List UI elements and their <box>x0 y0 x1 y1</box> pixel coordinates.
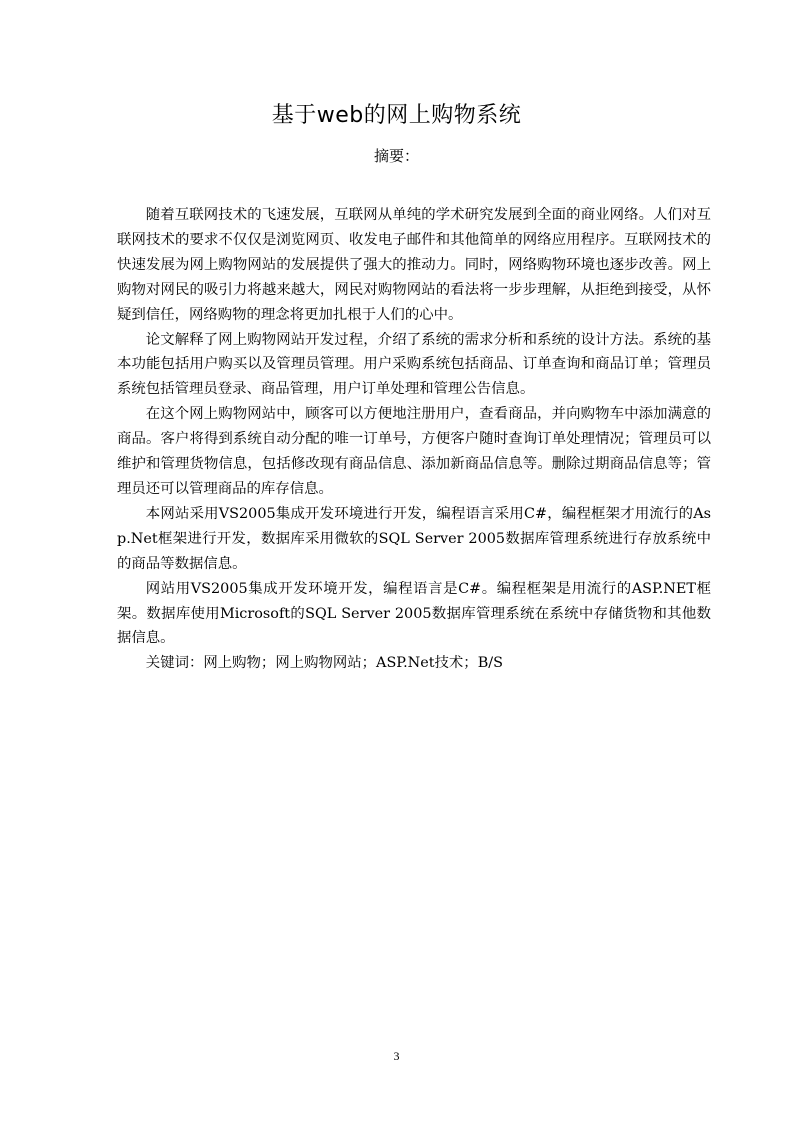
page-number: 3 <box>393 1049 400 1063</box>
abstract-paragraph-3: 在这个网上购物网站中，顾客可以方便地注册用户，查看商品，并向购物车中添加满意的商品。客户将得到系统自动分配的唯一订单号，方便客户随时查询订单处理情况；管理员可以维护和管理货物信息，包括修改现有商品信息、添加新商品信息等。删除过期商品信息等；管理员还可以管理商品的库存信息。 <box>117 406 711 497</box>
keywords-line: 关键词：网上购物；网上购物网站；ASP.Net技术；B/S <box>145 655 503 672</box>
abstract-paragraph-4: 本网站采用VS2005集成开发环境进行开发，编程语言采用C#，编程框架才用流行的Asp.Net框架进行开发，数据库采用微软的SQL Server 2005数据库管理系统进行存放系统中的商品等数据信息。 <box>117 505 711 572</box>
abstract-paragraph-5: 网站用VS2005集成开发环境开发，编程语言是C#。编程框架是用流行的ASP.NET框架。数据库使用Microsoft的SQL Server 2005数据库管理系统在系统中存储货物和其他数据信息。 <box>117 580 711 647</box>
abstract-heading: 摘要： <box>373 147 419 165</box>
abstract-paragraph-1: 随着互联网技术的飞速发展，互联网从单纯的学术研究发展到全面的商业网络。人们对互联网技术的要求不仅仅是浏览网页、收发电子邮件和其他简单的网络应用程序。互联网技术的快速发展为网上购物网站的发展提供了强大的推动力。同时，网络购物环境也逐步改善。网上购物对网民的吸引力将越来越大，网民对购物网站的看法将一步步理解，从拒绝到接受，从怀疑到信任，网络购物的理念将更加扎根于人们的心中。 <box>117 207 711 323</box>
abstract-body <box>117 203 711 676</box>
document-title: 基于web的网上购物系统 <box>271 103 522 128</box>
abstract-paragraph-2: 论文解释了网上购物网站开发过程，介绍了系统的需求分析和系统的设计方法。系统的基本功能包括用户购买以及管理员管理。用户采购系统包括商品、订单查询和商品订单；管理员系统包括管理员登录、商品管理，用户订单处理和管理公告信息。 <box>117 331 711 398</box>
